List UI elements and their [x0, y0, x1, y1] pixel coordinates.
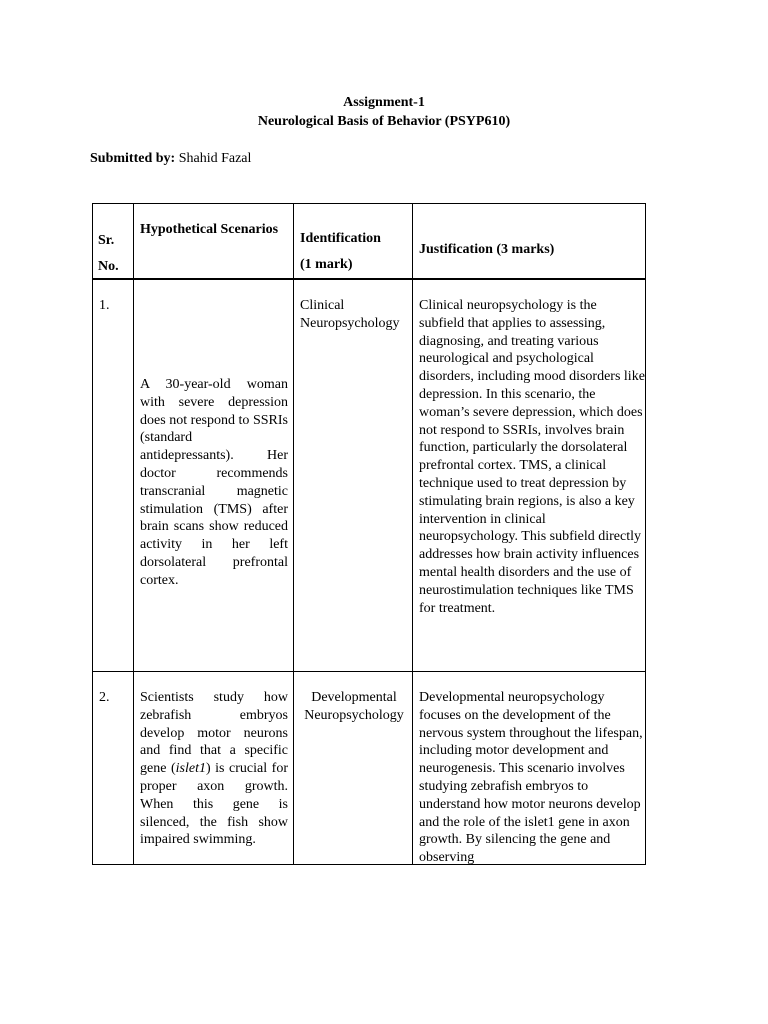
row-1-scenario: A 30-year-old woman with severe depression does not respond to SSRIs (standard antidepressants). Her doctor recommends transcranial magnetic stimulation (TMS) after brain scans show reduced activity in her left dorsolateral prefrontal cortex.: [140, 377, 288, 588]
row-divider: [93, 671, 645, 672]
column-divider: [412, 204, 413, 864]
row-2-scenario: Scientists study how zebrafish embryos develop motor neurons and find that a specific gene (islet1) is crucial for proper axon growth. When this gene is silenced, the fish show impaired swimming.: [140, 690, 288, 848]
submitted-by-name: Shahid Fazal: [175, 151, 252, 166]
header-sr-no: Sr. No.: [98, 233, 119, 274]
scenario-table: [92, 203, 646, 865]
row-1-sr: 1.: [99, 298, 110, 313]
course-title: Neurological Basis of Behavior (PSYP610): [257, 114, 511, 129]
row-2-sr: 2.: [99, 690, 110, 705]
row-2-justification: Developmental neuropsychology focuses on the development of the nervous system throughout the lifespan, including motor development and neurogenesis. This scenario involves studying zebrafish embryos to understand how motor neurons develop and the role of the islet1 gene in axon growth. By silencing the gene and observing: [419, 690, 643, 866]
submitted-by-label: Submitted by:: [90, 151, 176, 166]
header-identification: Identification (1 mark): [300, 231, 381, 272]
gene-name: islet1: [175, 761, 206, 777]
assignment-title: Assignment-1: [343, 95, 425, 110]
row-2-identification: Developmental Neuropsychology: [304, 690, 404, 723]
header-scenarios: Hypothetical Scenarios: [140, 222, 279, 237]
header-divider: [93, 278, 645, 280]
column-divider: [293, 204, 294, 864]
header-justification: Justification (3 marks): [419, 242, 555, 257]
row-1-justification: Clinical neuropsychology is the subfield that applies to assessing, diagnosing, and treating various neurological and psychological disorders, including mood disorders like depression. In this scenario, the woman’s severe depression, which does not respond to SSRIs, involves brain function, particularly the dorsolateral prefrontal cortex. TMS, a clinical technique used to treat depression by stimulating brain regions, is also a key intervention in clinical neuropsychology. This subfield directly addresses how brain activity influences mental health disorders and the use of neurostimulation techniques like TMS for treatment.: [419, 298, 645, 616]
row-1-identification: Clinical Neuropsychology: [300, 298, 400, 331]
column-divider: [133, 204, 134, 864]
submitted-by: [90, 150, 251, 168]
